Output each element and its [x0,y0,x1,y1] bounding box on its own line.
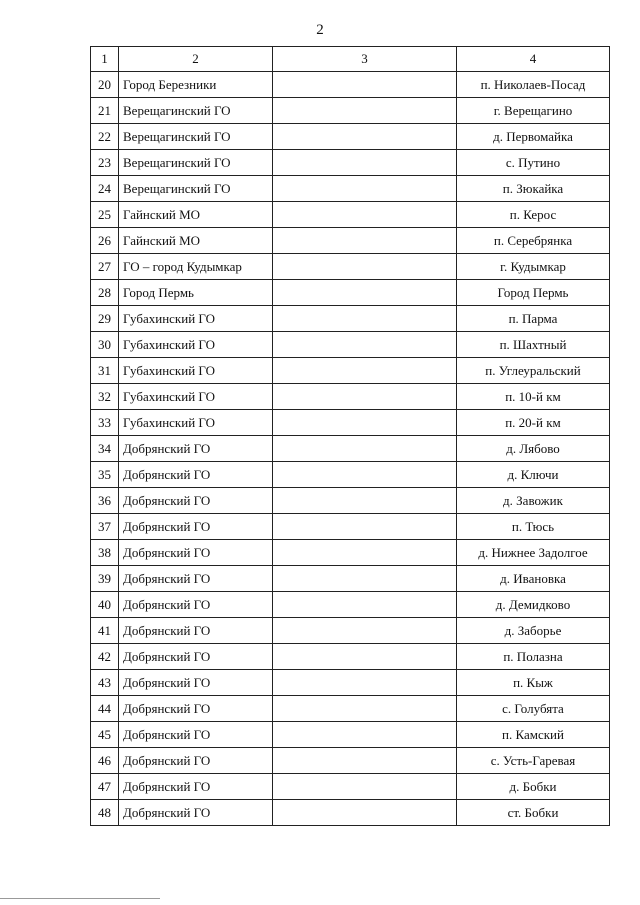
settlement-cell: г. Верещагино [457,98,610,124]
settlement-cell: с. Путино [457,150,610,176]
settlement-cell: п. Полазна [457,644,610,670]
column-3-cell [273,202,457,228]
table-row [91,592,610,618]
municipality-cell: Добрянский ГО [119,722,273,748]
row-number: 35 [91,462,119,488]
settlement-cell: д. Первомайка [457,124,610,150]
settlement-cell: п. Парма [457,306,610,332]
table-row [91,436,610,462]
municipality-cell: Губахинский ГО [119,384,273,410]
row-number: 22 [91,124,119,150]
row-number: 29 [91,306,119,332]
municipality-cell: Добрянский ГО [119,800,273,826]
row-number: 33 [91,410,119,436]
header-row [91,47,610,72]
column-3-cell [273,592,457,618]
municipality-cell: ГО – город Кудымкар [119,254,273,280]
row-number: 43 [91,670,119,696]
row-number: 34 [91,436,119,462]
row-number: 32 [91,384,119,410]
row-number: 20 [91,72,119,98]
settlement-cell: д. Бобки [457,774,610,800]
municipality-cell: Добрянский ГО [119,514,273,540]
column-3-cell [273,332,457,358]
settlement-cell: п. Керос [457,202,610,228]
settlement-cell: Город Пермь [457,280,610,306]
municipality-cell: Добрянский ГО [119,436,273,462]
column-3-cell [273,436,457,462]
settlement-cell: п. 20-й км [457,410,610,436]
municipality-cell: Добрянский ГО [119,618,273,644]
settlement-cell: п. Шахтный [457,332,610,358]
settlement-cell: д. Ивановка [457,566,610,592]
municipality-cell: Добрянский ГО [119,670,273,696]
table-row [91,98,610,124]
column-3-cell [273,254,457,280]
municipality-cell: Добрянский ГО [119,592,273,618]
table-row [91,800,610,826]
settlement-cell: п. Николаев-Посад [457,72,610,98]
row-number: 45 [91,722,119,748]
row-number: 25 [91,202,119,228]
row-number: 44 [91,696,119,722]
municipality-cell: Верещагинский ГО [119,124,273,150]
column-header-1: 1 [91,47,119,72]
column-header-4: 4 [457,47,610,72]
municipality-cell: Губахинский ГО [119,332,273,358]
table-row [91,540,610,566]
row-number: 31 [91,358,119,384]
column-3-cell [273,488,457,514]
settlement-cell: д. Нижнее Задолгое [457,540,610,566]
table-row [91,254,610,280]
municipality-cell: Город Пермь [119,280,273,306]
row-number: 28 [91,280,119,306]
column-3-cell [273,800,457,826]
settlement-cell: п. Зюкайка [457,176,610,202]
settlement-cell: п. Тюсь [457,514,610,540]
municipality-cell: Добрянский ГО [119,462,273,488]
row-number: 37 [91,514,119,540]
settlement-cell: д. Завожик [457,488,610,514]
municipality-cell: Верещагинский ГО [119,98,273,124]
column-3-cell [273,748,457,774]
column-3-cell [273,670,457,696]
row-number: 26 [91,228,119,254]
column-3-cell [273,176,457,202]
bottom-rule [0,898,160,899]
municipality-cell: Гайнский МО [119,228,273,254]
column-3-cell [273,644,457,670]
column-3-cell [273,124,457,150]
table-row [91,332,610,358]
column-3-cell [273,358,457,384]
column-3-cell [273,280,457,306]
column-3-cell [273,72,457,98]
municipality-cell: Добрянский ГО [119,540,273,566]
table-row [91,774,610,800]
table-row [91,618,610,644]
table-body [91,72,610,826]
table-header [91,47,610,72]
row-number: 41 [91,618,119,644]
column-3-cell [273,306,457,332]
settlements-table [90,46,610,826]
municipality-cell: Губахинский ГО [119,306,273,332]
row-number: 21 [91,98,119,124]
settlement-cell: д. Лябово [457,436,610,462]
table-row [91,176,610,202]
page-number: 2 [316,22,324,38]
column-header-3: 3 [273,47,457,72]
table-row [91,696,610,722]
row-number: 30 [91,332,119,358]
column-header-2: 2 [119,47,273,72]
column-3-cell [273,540,457,566]
settlement-cell: с. Усть-Гаревая [457,748,610,774]
municipality-cell: Гайнский МО [119,202,273,228]
table-row [91,748,610,774]
table-row [91,462,610,488]
column-3-cell [273,566,457,592]
table-row [91,410,610,436]
table-row [91,228,610,254]
row-number: 27 [91,254,119,280]
settlement-cell: п. Кыж [457,670,610,696]
table-row [91,644,610,670]
municipality-cell: Губахинский ГО [119,410,273,436]
column-3-cell [273,696,457,722]
settlement-cell: ст. Бобки [457,800,610,826]
column-3-cell [273,228,457,254]
municipality-cell: Город Березники [119,72,273,98]
table-row [91,150,610,176]
table-row [91,72,610,98]
table-row [91,124,610,150]
municipality-cell: Верещагинский ГО [119,150,273,176]
table-row [91,306,610,332]
column-3-cell [273,514,457,540]
settlement-cell: п. Углеуральский [457,358,610,384]
table-row [91,280,610,306]
table-row [91,514,610,540]
row-number: 40 [91,592,119,618]
row-number: 24 [91,176,119,202]
settlement-cell: г. Кудымкар [457,254,610,280]
table-row [91,358,610,384]
settlement-cell: д. Заборье [457,618,610,644]
municipality-cell: Добрянский ГО [119,644,273,670]
table-row [91,202,610,228]
column-3-cell [273,722,457,748]
column-3-cell [273,384,457,410]
municipality-cell: Добрянский ГО [119,748,273,774]
column-3-cell [273,150,457,176]
row-number: 46 [91,748,119,774]
column-3-cell [273,774,457,800]
column-3-cell [273,410,457,436]
table-row [91,384,610,410]
settlement-cell: с. Голубята [457,696,610,722]
table-row [91,566,610,592]
table-row [91,670,610,696]
row-number: 38 [91,540,119,566]
settlement-cell: п. 10-й км [457,384,610,410]
settlement-cell: д. Ключи [457,462,610,488]
settlement-cell: п. Камский [457,722,610,748]
column-3-cell [273,98,457,124]
municipality-cell: Верещагинский ГО [119,176,273,202]
row-number: 23 [91,150,119,176]
settlement-cell: д. Демидково [457,592,610,618]
municipality-cell: Добрянский ГО [119,566,273,592]
row-number: 47 [91,774,119,800]
row-number: 39 [91,566,119,592]
municipality-cell: Губахинский ГО [119,358,273,384]
row-number: 42 [91,644,119,670]
municipality-cell: Добрянский ГО [119,488,273,514]
settlement-cell: п. Серебрянка [457,228,610,254]
table-row [91,722,610,748]
table-row [91,488,610,514]
row-number: 36 [91,488,119,514]
municipality-cell: Добрянский ГО [119,774,273,800]
column-3-cell [273,462,457,488]
row-number: 48 [91,800,119,826]
municipality-cell: Добрянский ГО [119,696,273,722]
column-3-cell [273,618,457,644]
